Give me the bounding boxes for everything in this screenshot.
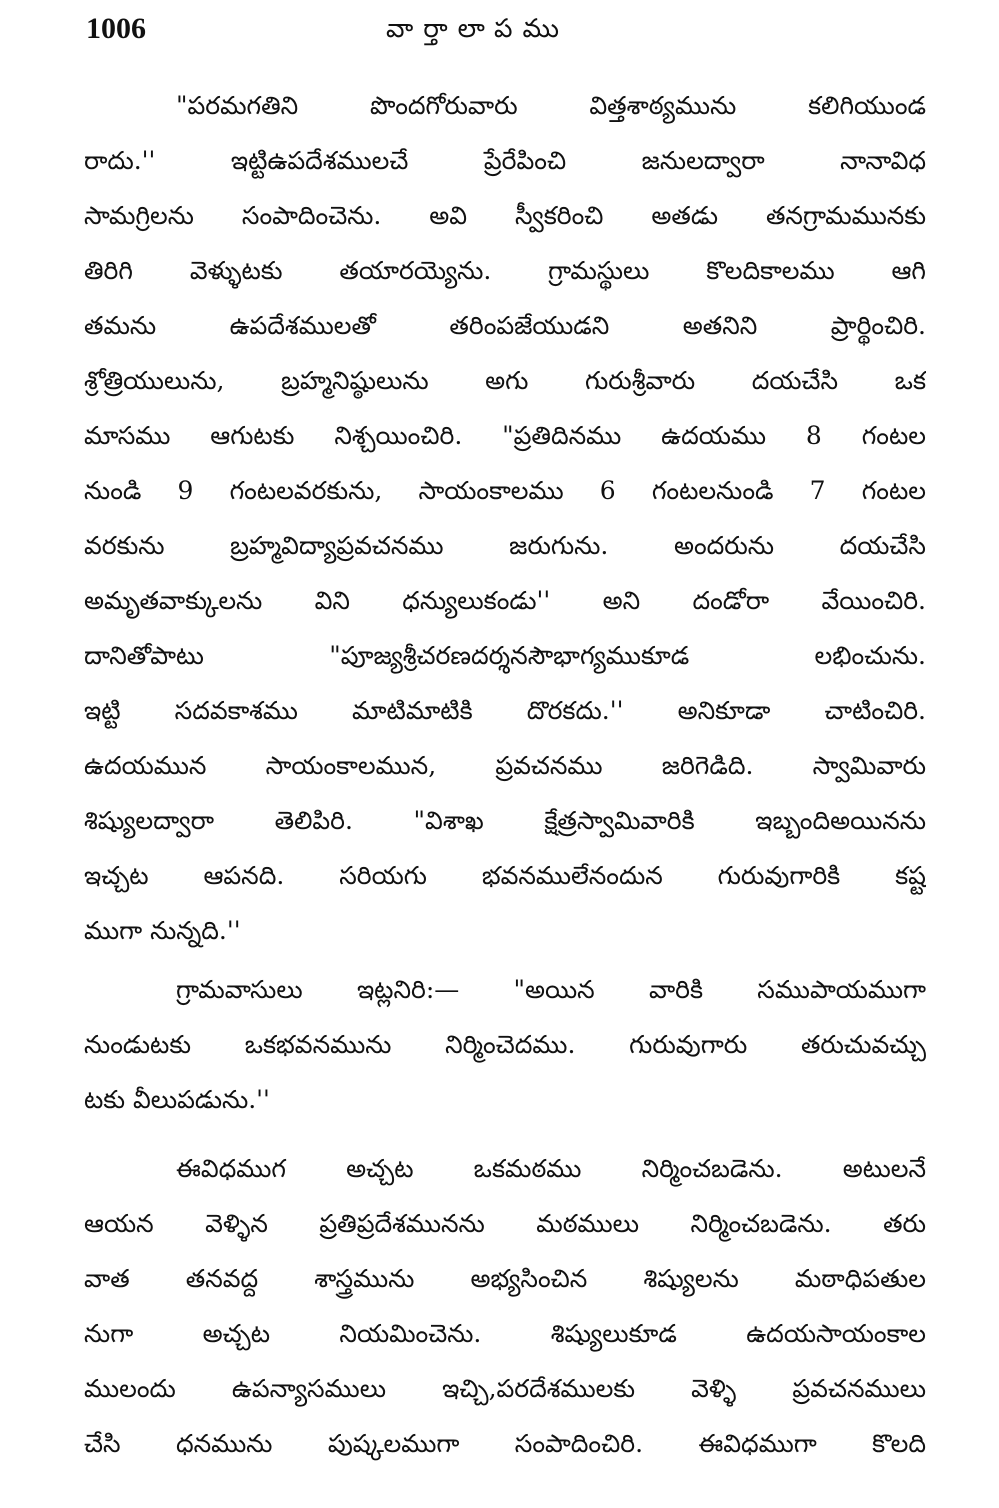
text-line: వాత తనవద్ద శాస్త్రమును అభ్యసించిన శిష్యులను మఠాధిపతుల bbox=[84, 1264, 926, 1293]
text-line: ఈవిధముగ అచ్చట ఒకమఠము నిర్మించబడెను. అటులనే bbox=[176, 1154, 926, 1183]
text-line: తమను ఉపదేశములతో తరింపజేయుడని అతనిని ప్రార్థించిరి. bbox=[84, 311, 926, 340]
text-line: గ్రామవాసులు ఇట్లనిరి:— "అయిన వారికి సముపాయముగా bbox=[176, 975, 926, 1004]
text-line: శ్రోత్రియులును, బ్రహ్మనిష్ఠులును అగు గురుశ్రీవారు దయచేసి ఒక bbox=[84, 366, 926, 395]
text-line: ముగా నున్నది.'' bbox=[84, 916, 241, 945]
paragraph-3 bbox=[84, 1141, 926, 1471]
text-line: శిష్యులద్వారా తెలిపిరి. "విశాఖ క్షేత్రస్వామివారికి ఇబ్బందిఅయినను bbox=[84, 806, 926, 835]
text-line: దానితోపాటు "పూజ్యశ్రీచరణదర్శనసౌభాగ్యముకూడ లభించును. bbox=[84, 641, 926, 670]
paragraph-2 bbox=[84, 962, 926, 1127]
text-line: "పరమగతిని పొందగోరువారు విత్తశాఠ్యమును కలిగియుండ bbox=[176, 91, 926, 120]
text-line: మాసము ఆగుటకు నిశ్చయించిరి. "ప్రతిదినము ఉదయము 8 గంటల bbox=[84, 421, 926, 450]
text-line: సామగ్రిలను సంపాదించెను. అవి స్వీకరించి అతడు తనగ్రామమునకు bbox=[84, 201, 926, 230]
text-line: తిరిగి వెళ్ళుటకు తయారయ్యెను. గ్రామస్థులు కొలదికాలము ఆగి bbox=[84, 256, 926, 285]
text-line: చేసి ధనమును పుష్కలముగా సంపాదించిరి. ఈవిధముగా కొలది bbox=[84, 1429, 926, 1458]
text-line: ఆయన వెళ్ళిన ప్రతిప్రదేశమునను మఠములు నిర్మించబడెను. తరు bbox=[84, 1209, 926, 1238]
text-line: నుండి 9 గంటలవరకును, సాయంకాలము 6 గంటలనుండి 7 గంటల bbox=[84, 476, 926, 505]
text-line: అమృతవాక్కులను విని ధన్యులుకండు'' అని దండోరా వేయించిరి. bbox=[84, 586, 926, 615]
text-line: వరకును బ్రహ్మవిద్యాప్రవచనము జరుగును. అందరును దయచేసి bbox=[84, 531, 926, 560]
body-text bbox=[84, 78, 926, 1471]
paragraph-1 bbox=[84, 78, 926, 958]
text-line: నుండుటకు ఒకభవనమును నిర్మించెదము. గురువుగారు తరుచువచ్చు bbox=[84, 1030, 926, 1059]
text-line: టకు వీలుపడును.'' bbox=[84, 1085, 270, 1114]
page-header bbox=[86, 12, 946, 52]
text-line: రాదు.'' ఇట్టిఉపదేశములచే ప్రేరేపించి జనులద్వారా నానావిధ bbox=[84, 146, 926, 175]
text-line: ఉదయమున సాయంకాలమున, ప్రవచనము జరిగెడిది. స్వామివారు bbox=[84, 751, 926, 780]
text-line: నుగా అచ్చట నియమించెను. శిష్యులుకూడ ఉదయసాయంకాల bbox=[84, 1319, 926, 1348]
running-title: వార్తాలాపము bbox=[386, 14, 570, 44]
text-line: ఇచ్చట ఆపనది. సరియగు భవనములేనందున గురువుగారికి కష్ట bbox=[84, 861, 926, 890]
text-line: ఇట్టి సదవకాశము మాటిమాటికి దొరకదు.'' అనికూడా చాటించిరి. bbox=[84, 696, 926, 725]
text-line: ములందు ఉపన్యాసములు ఇచ్చి,పరదేశములకు వెళ్ళి ప్రవచనములు bbox=[84, 1374, 926, 1403]
page-number: 1006 bbox=[86, 12, 146, 45]
